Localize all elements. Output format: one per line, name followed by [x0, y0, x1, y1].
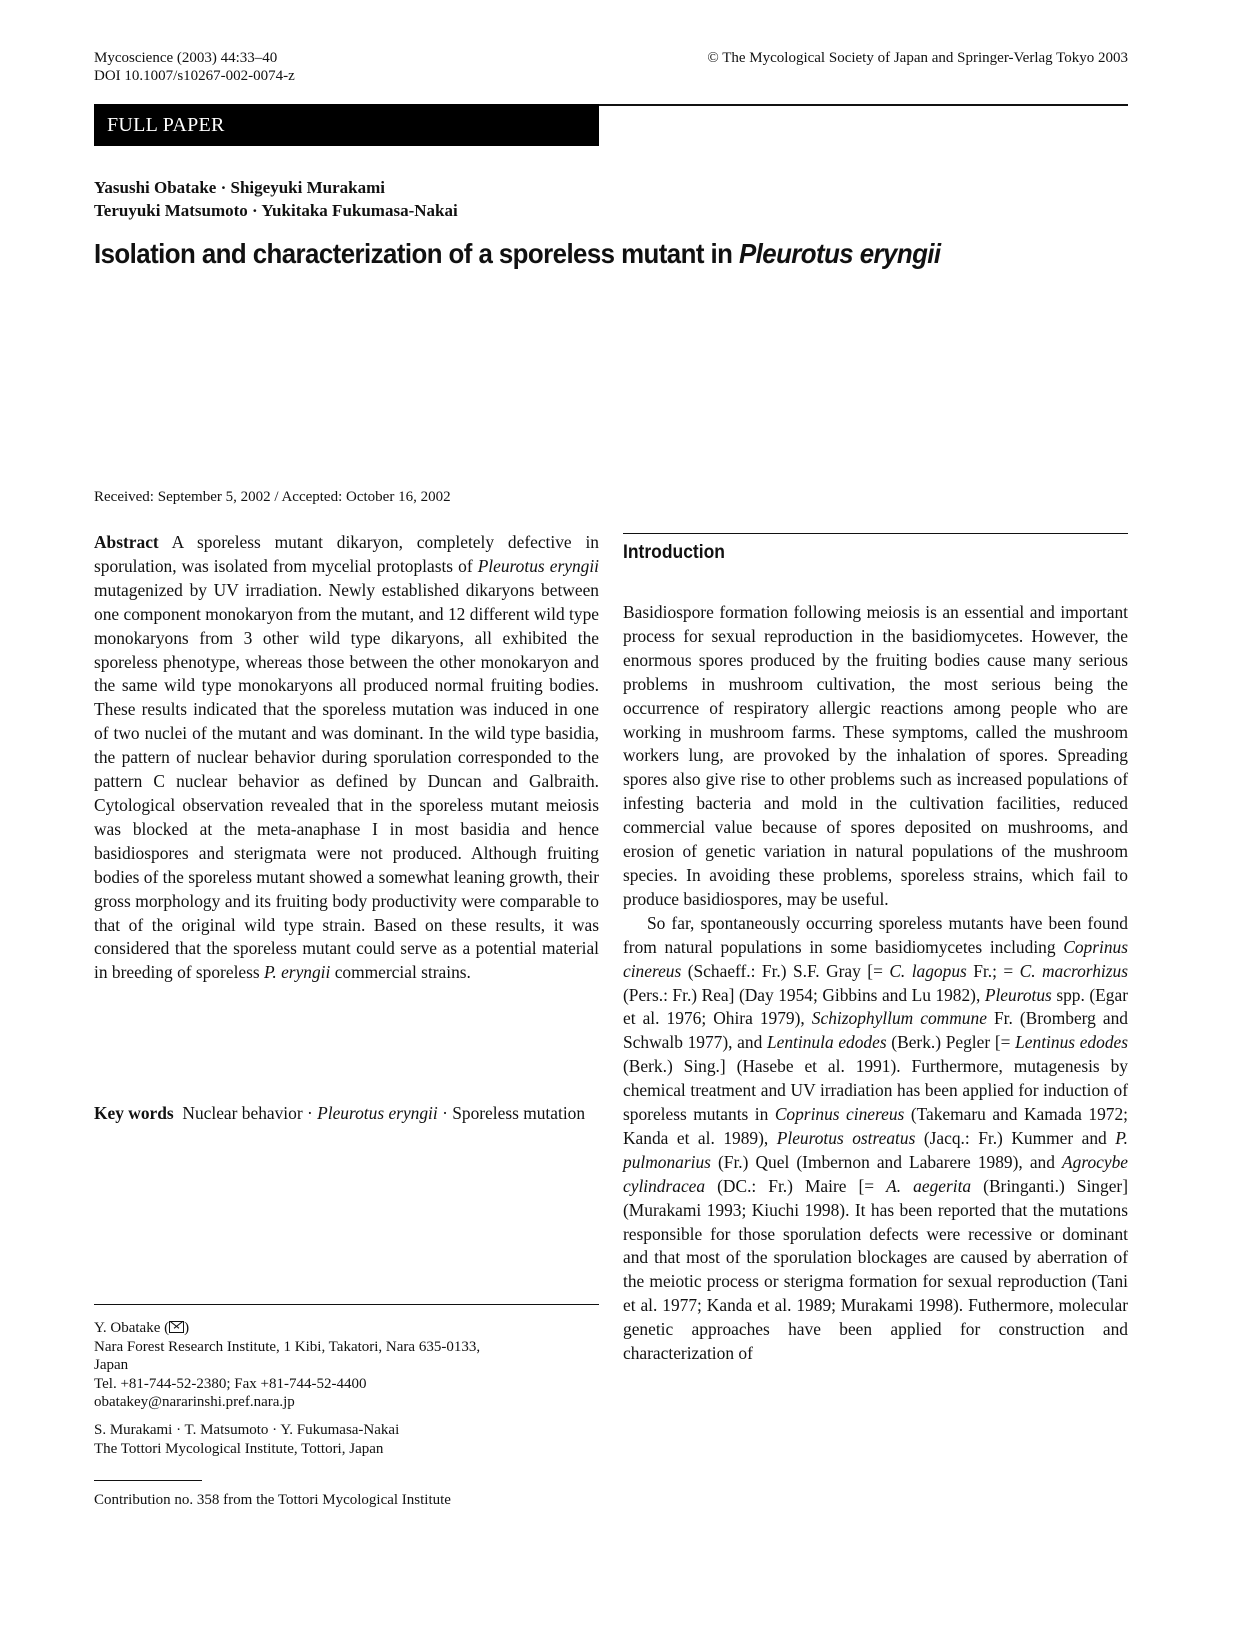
intro-species-name: Pleurotus ostreatus — [776, 1127, 916, 1148]
abstract-text-1: A sporeless mutant dikaryon, completely defective in sporulation, was isolated from mycelial protoplasts of — [94, 532, 599, 576]
intro-text-segment: (Fr.) Quel (Imbernon and Labarere 1989), and — [710, 1151, 1062, 1172]
intro-text-segment: (Schaeff.: Fr.) S.F. Gray [= — [681, 960, 890, 981]
intro-text-segment: Fr.; = — [966, 960, 1020, 981]
author-list — [94, 176, 458, 222]
intro-species-name: C. macrorhizus — [1019, 960, 1128, 981]
keyword-2: Pleurotus eryngii — [317, 1103, 438, 1123]
corresponding-author-name-end: ) — [184, 1320, 190, 1336]
author-line-2: Teruyuki Matsumoto · Yukitaka Fukumasa-Nakai — [94, 201, 458, 220]
abstract-species-1: Pleurotus eryngii — [477, 555, 599, 576]
email: obatakey@nararinshi.pref.nara.jp — [94, 1394, 295, 1410]
intro-paragraph-2 — [623, 912, 1128, 1366]
affiliation-rule — [94, 1304, 599, 1305]
intro-species-name: Lentinus edodes — [1015, 1032, 1129, 1053]
intro-text-segment: (Bringanti.) Singer] (Murakami 1993; Kiuchi 1998). It has been reported that the mutations responsible for those sporulation defects were recessive or dominant and that most of the sporulation blockages are caused by aberration of the meiotic process or sterigma formation for sexual reproduction (Tani et al. 1977; Kanda et al. 1989; Murakami 1998). Futhermore, molecular genetic approaches have been applied for construction and characterization of — [623, 1175, 1129, 1364]
address-line-1: Nara Forest Research Institute, 1 Kibi, Takatori, Nara 635-0133, — [94, 1338, 481, 1355]
footnote-rule — [94, 1480, 202, 1481]
abstract-species-2: P. eryngii — [264, 962, 331, 983]
intro-species-name: Pleurotus — [984, 984, 1052, 1005]
corresponding-author-name: Y. Obatake ( — [94, 1320, 170, 1336]
intro-species-name: Coprinus cinereus — [623, 936, 1128, 981]
intro-text-segment: spp. (Egar et al. 1976; Ohira 1979), — [623, 984, 1128, 1029]
intro-paragraph-1: Basidiospore formation following meiosis is an essential and important process for sexual reproduction in the basidiomycetes. However, the enormous spores produced by the fruiting bodies cause many serious problems in mushroom cultivation, the most serious being the occurrence of respiratory allergic reactions among people who are working in mushroom farms. These symptoms, called the mushroom workers lung, are provoked by the inhalation of spores. Spreading spores also give rise to other problems such as increased populations of infesting bacteria and mold in the cultivation facilities, reduced commercial value because of spores deposited on mushrooms, and erosion of genetic variation in natural populations of the mushroom species. In avoiding these problems, sporeless strains, which fail to produce basidiospores, may be useful. — [623, 602, 1128, 909]
address-line-2: Japan — [94, 1357, 129, 1373]
abstract-label: Abstract — [94, 532, 159, 552]
phone-fax: Tel. +81-744-52-2380; Fax +81-744-52-4400 — [94, 1375, 367, 1392]
intro-text-segment: (Pers.: Fr.) Rea] (Day 1954; Gibbins and Lu 1982), — [623, 984, 985, 1005]
intro-text-segment: Fr. (Bromberg and Schwalb 1977), and — [623, 1008, 1128, 1053]
introduction-heading: Introduction — [623, 542, 725, 563]
keyword-1: Nuclear behavior · — [182, 1103, 318, 1123]
copyright-notice: © The Mycological Society of Japan and Springer-Verlag Tokyo 2003 — [707, 50, 1128, 66]
coauthor-affiliation — [94, 1421, 599, 1458]
paper-title — [94, 236, 941, 272]
title-main: Isolation and characterization of a sporeless mutant in — [94, 238, 739, 269]
intro-species-name: A. aegerita — [886, 1175, 972, 1196]
intro-text-segment: (Takemaru and Kamada 1972; Kanda et al. 1989), — [623, 1104, 1128, 1148]
doi: DOI 10.1007/s10267-002-0074-z — [94, 68, 295, 84]
intro-text-segment: (Jacq.: Fr.) Kummer and — [915, 1127, 1116, 1148]
header-rule — [598, 104, 1128, 106]
coauthor-address: The Tottori Mycological Institute, Tottori, Japan — [94, 1440, 384, 1457]
abstract-text-3: commercial strains. — [330, 962, 471, 983]
title-species: Pleurotus eryngii — [738, 238, 941, 269]
coauthor-names: S. Murakami · T. Matsumoto · Y. Fukumasa-Nakai — [94, 1422, 400, 1438]
keyword-3: · Sporeless mutation — [437, 1103, 586, 1123]
section-label: FULL PAPER — [94, 104, 599, 146]
journal-citation: Mycoscience (2003) 44:33–40 — [94, 50, 278, 66]
intro-text-segment: (Berk.) Sing.] (Hasebe et al. 1991). Furthermore, mutagenesis by chemical treatment and UV irradiation has been applied for induction of sporeless mutants in — [623, 1056, 1128, 1125]
corresponding-author-affiliation — [94, 1319, 599, 1412]
intro-species-name: Agrocybe cylindracea — [623, 1151, 1128, 1196]
intro-species-name: Lentinula edodes — [766, 1032, 887, 1053]
introduction-rule — [623, 533, 1128, 534]
journal-header — [94, 49, 295, 85]
abstract — [94, 531, 599, 985]
intro-species-name: Schizophyllum commune — [811, 1008, 987, 1029]
intro-species-name: P. pulmonarius — [623, 1127, 1128, 1172]
abstract-text-2: mutagenized by UV irradiation. Newly established dikaryons between one component monokaryon from the mutant, and 12 different wild type monokaryons from 3 other wild type dikaryons, all exhibited the sporeless phenotype, whereas those between the other monokaryon and the same wild type monokaryons all produced normal fruiting bodies. These results indicated that the sporeless mutation was induced in one of two nuclei of the mutant and was dominant. In the wild type basidia, the pattern of nuclear behavior during sporulation corresponded to the pattern C nuclear behavior as defined by Duncan and Galbraith. Cytological observation revealed that in the sporeless mutant meiosis was blocked at the meta-anaphase I in most basidia and hence basidiospores and sterigmata were not produced. Although fruiting bodies of the sporeless mutant showed a somewhat leaning growth, their gross morphology and its fruiting body productivity were comparable to that of the original wild type strain. Based on these results, it was considered that the sporeless mutant could serve as a potential material in breeding of sporeless — [94, 579, 599, 983]
keywords-label: Key words — [94, 1103, 174, 1123]
intro-species-name: Coprinus cinereus — [774, 1104, 905, 1125]
contribution-note: Contribution no. 358 from the Tottori Mycological Institute — [94, 1492, 451, 1508]
received-dates: Received: September 5, 2002 / Accepted: October 16, 2002 — [94, 489, 451, 505]
intro-text-segment: So far, spontaneously occurring sporeless mutants have been found from natural populations in some basidiomycetes including — [623, 912, 1128, 957]
intro-text-segment: (Berk.) Pegler [= — [886, 1032, 1016, 1053]
intro-text-segment: (DC.: Fr.) Maire [= — [705, 1175, 887, 1196]
keywords — [94, 1102, 599, 1126]
author-line-1: Yasushi Obatake · Shigeyuki Murakami — [94, 178, 385, 197]
envelope-icon — [169, 1321, 184, 1333]
intro-species-name: C. lagopus — [889, 960, 967, 981]
introduction-body — [623, 601, 1128, 1366]
